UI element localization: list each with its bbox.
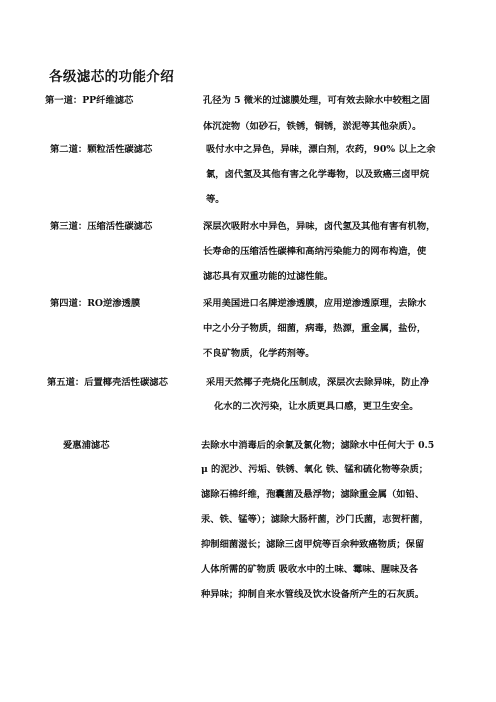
stage-4-line-1: 采用美国进口名牌逆渗透膜，应用逆渗透原理，去除水 xyxy=(203,298,427,309)
stage-4-label: 第四道：RO逆渗透膜 xyxy=(50,298,141,309)
page-title: 各级滤芯的功能介绍 xyxy=(49,69,175,85)
extra-filter-line-2: μ 的泥沙、污垢、铁锈、氧化 铁、锰和硫化物等杂质； xyxy=(201,464,429,475)
extra-filter-line-7: 种异味；抑制自来水管线及饮水设备所产生的石灰质。 xyxy=(201,589,425,600)
stage-2-line-3: 等。 xyxy=(206,194,225,205)
stage-5-line-2: 化水的二次污染，让水质更具口感，更卫生安全。 xyxy=(214,401,419,412)
stage-2-line-1: 吸付水中之异色，异味，漂白剂，农药，90% 以上之余 xyxy=(206,144,436,155)
stage-3-line-1: 深层次吸附水中异色，异味，卤代氢及其他有害有机物， xyxy=(203,221,436,232)
stage-2-line-2: 氯，卤代氢及其他有害之化学毒物，以及致癌三卤甲烷 xyxy=(206,169,430,180)
stage-1-label: 第一道：PP纤维滤芯 xyxy=(45,95,134,106)
stage-1-line-1: 孔径为 5 微米的过滤膜处理，可有效去除水中较粗之固 xyxy=(203,95,430,106)
stage-3-line-2: 长寿命的压缩活性碳棒和高纳污染能力的网布构造，使 xyxy=(203,246,427,257)
stage-1-line-2: 体沉淀物（如砂石，铁锈，铜锈，淤泥等其他杂质）。 xyxy=(203,121,422,132)
extra-filter-line-5: 抑制细菌滋长；滤除三卤甲烷等百余种致癌物质；保留 xyxy=(201,539,425,550)
stage-3-line-3: 滤芯具有双重功能的过滤性能。 xyxy=(203,271,334,282)
extra-filter-label: 爱惠浦滤芯 xyxy=(63,440,110,451)
stage-5-label: 第五道：后置椰壳活性碳滤芯 xyxy=(47,377,168,388)
extra-filter-line-1: 去除水中消毒后的余氯及氯化物；滤除水中任何大于 0.5 xyxy=(201,440,435,451)
extra-filter-line-4: 汞、铁、锰等）；滤除大肠杆菌，沙门氏菌，志贺杆菌， xyxy=(201,514,429,525)
extra-filter-line-3: 滤除石棉纤维，孢囊菌及悬浮物；滤除重金属（如铅、 xyxy=(201,489,425,500)
stage-4-line-3: 不良矿物质，化学药剂等。 xyxy=(203,348,315,359)
extra-filter-line-6: 人体所需的矿物质 吸收水中的土味、霉味、腥味及各 xyxy=(201,564,419,575)
stage-4-line-2: 中之小分子物质，细菌，病毒，热源，重金属，盐份， xyxy=(203,323,427,334)
stage-2-label: 第二道：颗粒活性碳滤芯 xyxy=(50,144,153,155)
stage-3-label: 第三道：压缩活性碳滤芯 xyxy=(50,221,153,232)
stage-5-line-1: 采用天然椰子壳烧化压制成，深层次去除异味，防止净 xyxy=(206,377,430,388)
